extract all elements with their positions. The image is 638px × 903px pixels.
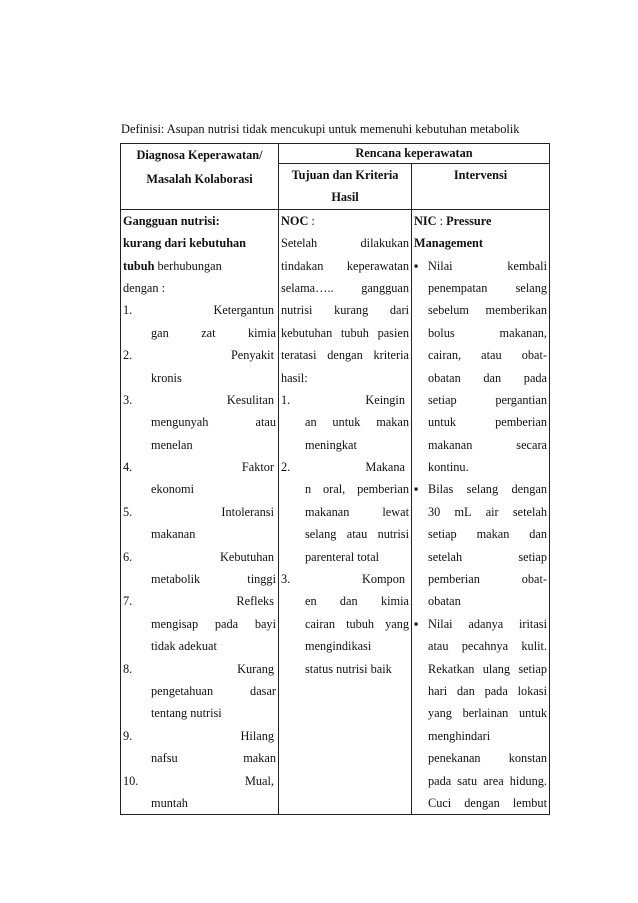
item-text: Kurang bbox=[237, 661, 274, 676]
word: atau bbox=[255, 415, 276, 430]
word: atau bbox=[428, 639, 449, 654]
word: sebelum bbox=[428, 303, 469, 318]
item-text bbox=[281, 478, 409, 500]
word: lokasi bbox=[517, 683, 548, 698]
item-text bbox=[123, 478, 276, 500]
item-text bbox=[414, 322, 547, 344]
list-item bbox=[123, 770, 276, 792]
list-item bbox=[281, 389, 409, 411]
word: Cuci bbox=[428, 795, 452, 810]
word: ekonomi bbox=[151, 482, 195, 497]
text-line: hasil: bbox=[281, 370, 308, 385]
item-text bbox=[123, 411, 276, 433]
word: dengan bbox=[464, 795, 500, 810]
item-text: Kompon bbox=[361, 572, 405, 587]
bullet-item bbox=[414, 613, 547, 635]
word: mengisap bbox=[151, 616, 199, 631]
item-text: Intoleransi bbox=[221, 504, 274, 519]
word: mengindikasi bbox=[305, 639, 372, 654]
word: makan bbox=[376, 415, 409, 430]
word: dan bbox=[456, 683, 475, 698]
word: kimia bbox=[380, 594, 409, 609]
word: adanya bbox=[468, 616, 504, 631]
header-diagnosa: Diagnosa Keperawatan/ Masalah Kolaborasi bbox=[121, 144, 279, 210]
word: gangguan bbox=[361, 280, 409, 295]
item-text bbox=[281, 635, 409, 657]
word: kembali bbox=[507, 258, 548, 273]
text-line bbox=[281, 299, 409, 321]
item-text: Faktor bbox=[241, 460, 274, 475]
intervensi-cell: NIC : Pressure Management ▪ Nilai kembali penempatan selang sebelum memberikan bolus makanan, cairan, atau obat- obatan dan pada setiap pergantian untuk pemberian makanan secara kontinu. ▪ Bilas selang dengan 30 mL air setelah setiap makan dan setelah setiap pemberian obat- obatan ▪ Nilai adanya iritasi atau pecahnya kulit. Rekatkan ulang setiap hari dan pada lokasi yang berlainan untuk menghindari penekanan konstan pada satu area hidung. Cuci dengan lembut bbox=[412, 209, 550, 815]
word: pasien bbox=[377, 325, 409, 340]
list-item bbox=[281, 456, 409, 478]
word: setiap bbox=[518, 549, 548, 564]
item-number: 10. bbox=[123, 773, 139, 788]
word: kimia bbox=[247, 325, 276, 340]
item-number: 9. bbox=[123, 728, 133, 743]
item-text: menelan bbox=[151, 437, 193, 452]
word: ulang bbox=[482, 661, 511, 676]
tujuan-list bbox=[281, 389, 409, 680]
item-text: Kesulitan bbox=[226, 392, 274, 407]
item-text bbox=[414, 770, 547, 792]
word: kebutuhan bbox=[281, 325, 333, 340]
word: pada bbox=[484, 683, 508, 698]
item-text bbox=[428, 255, 547, 277]
word: dengan bbox=[511, 482, 547, 497]
text-line bbox=[281, 322, 409, 344]
item-text bbox=[281, 501, 409, 523]
word: obat- bbox=[521, 348, 547, 363]
item-text: parenteral total bbox=[305, 549, 380, 564]
nic-label: NIC bbox=[414, 213, 437, 228]
word: kriteria bbox=[373, 348, 409, 363]
item-text: tidak adekuat bbox=[151, 639, 217, 654]
item-text bbox=[281, 411, 409, 433]
word: cairan, bbox=[428, 348, 462, 363]
word: hari bbox=[428, 683, 448, 698]
word: atau bbox=[346, 527, 368, 542]
list-item bbox=[281, 568, 409, 590]
item-text: obatan bbox=[428, 594, 461, 609]
item-text bbox=[414, 501, 547, 523]
word: dan bbox=[483, 370, 502, 385]
word: nutrisi bbox=[281, 303, 313, 318]
item-text bbox=[414, 523, 547, 545]
item-text: Makana bbox=[365, 460, 405, 475]
item-text bbox=[428, 478, 547, 500]
word: bolus bbox=[428, 325, 455, 340]
item-text bbox=[428, 613, 547, 635]
word: Nilai bbox=[428, 258, 453, 273]
word: tindakan bbox=[281, 258, 324, 273]
item-text: Refleks bbox=[236, 594, 274, 609]
word: dengan bbox=[327, 348, 363, 363]
word: makan bbox=[476, 527, 510, 542]
word: teratasi bbox=[281, 348, 317, 363]
word: dasar bbox=[250, 683, 276, 698]
word: 30 bbox=[428, 504, 441, 519]
word: obat- bbox=[521, 572, 548, 587]
word: yang bbox=[385, 616, 409, 631]
list-item bbox=[123, 590, 276, 612]
word: makanan bbox=[151, 527, 196, 542]
word: mL bbox=[454, 504, 472, 519]
word: oral, bbox=[323, 482, 346, 497]
word: kronis bbox=[151, 370, 182, 385]
bullet-icon: ▪ bbox=[414, 616, 419, 631]
word: penempatan bbox=[428, 280, 488, 295]
item-text bbox=[123, 322, 276, 344]
item-text: tentang nutrisi bbox=[151, 706, 222, 721]
diagnosa-list bbox=[123, 299, 276, 814]
word: makanan bbox=[305, 504, 350, 519]
word: memberikan bbox=[485, 303, 548, 318]
word: pemberian bbox=[357, 482, 409, 497]
item-text bbox=[414, 568, 547, 590]
word: makanan bbox=[428, 437, 473, 452]
word: setiap bbox=[428, 392, 457, 407]
item-text bbox=[414, 635, 547, 657]
text-line bbox=[281, 277, 409, 299]
word: dari bbox=[389, 303, 409, 318]
definition-text: Definisi: Asupan nutrisi tidak mencukupi untuk memenuhi kebutuhan metabolik bbox=[121, 122, 520, 136]
word: pengetahuan bbox=[151, 683, 214, 698]
word: makanan, bbox=[499, 325, 548, 340]
bullet-icon: ▪ bbox=[414, 258, 419, 273]
item-text: Mual, bbox=[244, 773, 274, 788]
bullet-item bbox=[414, 478, 547, 500]
item-text: menghindari bbox=[428, 728, 491, 743]
header-intervensi: Intervensi bbox=[412, 164, 550, 210]
word: satu bbox=[457, 773, 478, 788]
word: makan bbox=[243, 751, 276, 766]
nursing-care-table bbox=[120, 143, 550, 815]
word: selama….. bbox=[281, 280, 334, 295]
item-text bbox=[123, 613, 276, 635]
list-item bbox=[123, 501, 276, 523]
item-text bbox=[281, 590, 409, 612]
item-text bbox=[123, 367, 276, 389]
tujuan-cell: NOC : Setelah dilakukan tindakan keperawatan selama….. gangguan nutrisi kurang dari kebutuhan tubuh pasien teratasi dengan kriteria hasil: 1. Keingin an untuk makan meningkat 2. Makana n oral, pemberian makanan lewat selang atau nutrisi parenteral total 3. Kompon en dan kimia cairan tubuh yang mengindikasi status nutrisi baik bbox=[279, 209, 412, 815]
list-item bbox=[123, 344, 276, 366]
word: selang bbox=[305, 527, 337, 542]
word: kurang bbox=[334, 303, 369, 318]
item-number: 8. bbox=[123, 661, 133, 676]
item-text bbox=[281, 613, 409, 635]
intervensi-list bbox=[414, 255, 547, 815]
text-line bbox=[281, 232, 409, 254]
word: Nilai bbox=[428, 616, 453, 631]
item-number: 2. bbox=[123, 348, 133, 363]
list-item bbox=[123, 389, 276, 411]
word: tubuh bbox=[340, 325, 369, 340]
word: nafsu bbox=[151, 751, 178, 766]
word: pecahnya bbox=[461, 639, 509, 654]
item-number: 1. bbox=[123, 303, 133, 318]
item-text: Kebutuhan bbox=[220, 549, 274, 564]
word: Rekatkan bbox=[428, 661, 475, 676]
item-text: kontinu. bbox=[428, 460, 469, 475]
word: atau bbox=[481, 348, 502, 363]
word: pada bbox=[214, 616, 239, 631]
item-text bbox=[414, 344, 547, 366]
header-rencana: Rencana keperawatan bbox=[279, 144, 550, 164]
item-number: 4. bbox=[123, 460, 133, 475]
item-number: 3. bbox=[123, 392, 133, 407]
word: berlainan bbox=[462, 706, 509, 721]
word: selang bbox=[466, 482, 499, 497]
word: kulit. bbox=[521, 639, 548, 654]
bullet-icon: ▪ bbox=[414, 482, 419, 497]
word: an bbox=[305, 415, 317, 430]
word: iritasi bbox=[518, 616, 547, 631]
text-line bbox=[281, 344, 409, 366]
word: untuk bbox=[332, 415, 361, 430]
word: pada bbox=[428, 773, 452, 788]
item-text bbox=[414, 702, 547, 724]
item-text bbox=[414, 658, 547, 680]
item-text bbox=[123, 523, 276, 545]
word: metabolik bbox=[151, 572, 201, 587]
word: tubuh bbox=[346, 616, 375, 631]
item-text bbox=[123, 747, 276, 769]
word: dilakukan bbox=[360, 236, 409, 251]
item-text bbox=[123, 568, 276, 590]
item-text: Ketergantun bbox=[213, 303, 274, 318]
item-text bbox=[414, 299, 547, 321]
word: pada bbox=[523, 370, 548, 385]
word: untuk bbox=[428, 415, 457, 430]
word: penekanan bbox=[428, 751, 481, 766]
word: air bbox=[485, 504, 499, 519]
word: zat bbox=[201, 325, 216, 340]
item-text bbox=[414, 389, 547, 411]
item-number: 5. bbox=[123, 504, 133, 519]
word: gan bbox=[151, 325, 169, 340]
word: hidung. bbox=[509, 773, 547, 788]
word: yang bbox=[428, 706, 452, 721]
header-tujuan: Tujuan dan Kriteria Hasil bbox=[279, 164, 412, 210]
word: dan bbox=[529, 527, 548, 542]
list-item bbox=[123, 299, 276, 321]
item-text bbox=[414, 747, 547, 769]
text-line bbox=[281, 255, 409, 277]
word: secara bbox=[516, 437, 548, 452]
tujuan-text bbox=[281, 232, 409, 389]
noc-label: NOC bbox=[281, 213, 309, 228]
list-item bbox=[123, 456, 276, 478]
item-text: Keingin bbox=[365, 392, 405, 407]
list-item bbox=[123, 658, 276, 680]
word: lewat bbox=[382, 504, 409, 519]
word: nutrisi bbox=[377, 527, 409, 542]
item-text bbox=[414, 546, 547, 568]
word: n bbox=[305, 482, 312, 497]
item-text: Penyakit bbox=[230, 348, 274, 363]
item-text bbox=[281, 523, 409, 545]
word: Bilas bbox=[428, 482, 454, 497]
word: konstan bbox=[508, 751, 548, 766]
item-text bbox=[414, 411, 547, 433]
word: pemberian bbox=[495, 415, 548, 430]
item-text bbox=[414, 434, 547, 456]
item-number: 7. bbox=[123, 594, 133, 609]
word: cairan bbox=[305, 616, 336, 631]
item-number: 2. bbox=[281, 460, 291, 475]
word: setiap bbox=[428, 527, 457, 542]
word: mengunyah bbox=[151, 415, 209, 430]
list-item bbox=[123, 546, 276, 568]
word: pergantian bbox=[495, 392, 548, 407]
item-text bbox=[414, 277, 547, 299]
item-text bbox=[414, 680, 547, 702]
item-text: meningkat bbox=[305, 437, 357, 452]
list-item bbox=[123, 725, 276, 747]
word: tinggi bbox=[247, 572, 276, 587]
diagnosa-title: Gangguan nutrisi: bbox=[123, 213, 220, 228]
word: untuk bbox=[519, 706, 548, 721]
item-text bbox=[123, 792, 276, 814]
diagnosa-cell: Gangguan nutrisi: kurang dari kebutuhan tubuh berhubungan dengan : 1. Ketergantun gan zat kimia 2. Penyakit kronis 3. Kesulitan mengunyah atau menelan 4. Faktor ekonomi 5. Intoleransi makanan 6. Kebutuhan metabolik tinggi 7. Refleks mengisap pada bayi tidak adekuat 8. Kurang pengetahuan dasar tentang nutrisi 9. Hilang nafsu makan 10. Mual, muntah bbox=[121, 209, 279, 815]
bullet-item bbox=[414, 255, 547, 277]
item-text: Hilang bbox=[240, 728, 274, 743]
word: obatan bbox=[428, 370, 461, 385]
word: bayi bbox=[254, 616, 276, 631]
item-text bbox=[414, 367, 547, 389]
word: setiap bbox=[518, 661, 547, 676]
word: area bbox=[483, 773, 504, 788]
word: selang bbox=[515, 280, 548, 295]
item-text bbox=[123, 680, 276, 702]
word: en bbox=[305, 594, 317, 609]
item-number: 3. bbox=[281, 572, 291, 587]
word: dan bbox=[339, 594, 358, 609]
word: setelah bbox=[512, 504, 547, 519]
item-number: 6. bbox=[123, 549, 133, 564]
word: keperawatan bbox=[346, 258, 409, 273]
item-text: status nutrisi baik bbox=[305, 661, 392, 676]
word: lembut bbox=[512, 795, 547, 810]
item-text bbox=[414, 792, 547, 814]
item-number: 1. bbox=[281, 392, 291, 407]
word: setelah bbox=[428, 549, 463, 564]
word: muntah bbox=[151, 795, 188, 810]
word: Setelah bbox=[281, 236, 318, 251]
word: pemberian bbox=[428, 572, 480, 587]
